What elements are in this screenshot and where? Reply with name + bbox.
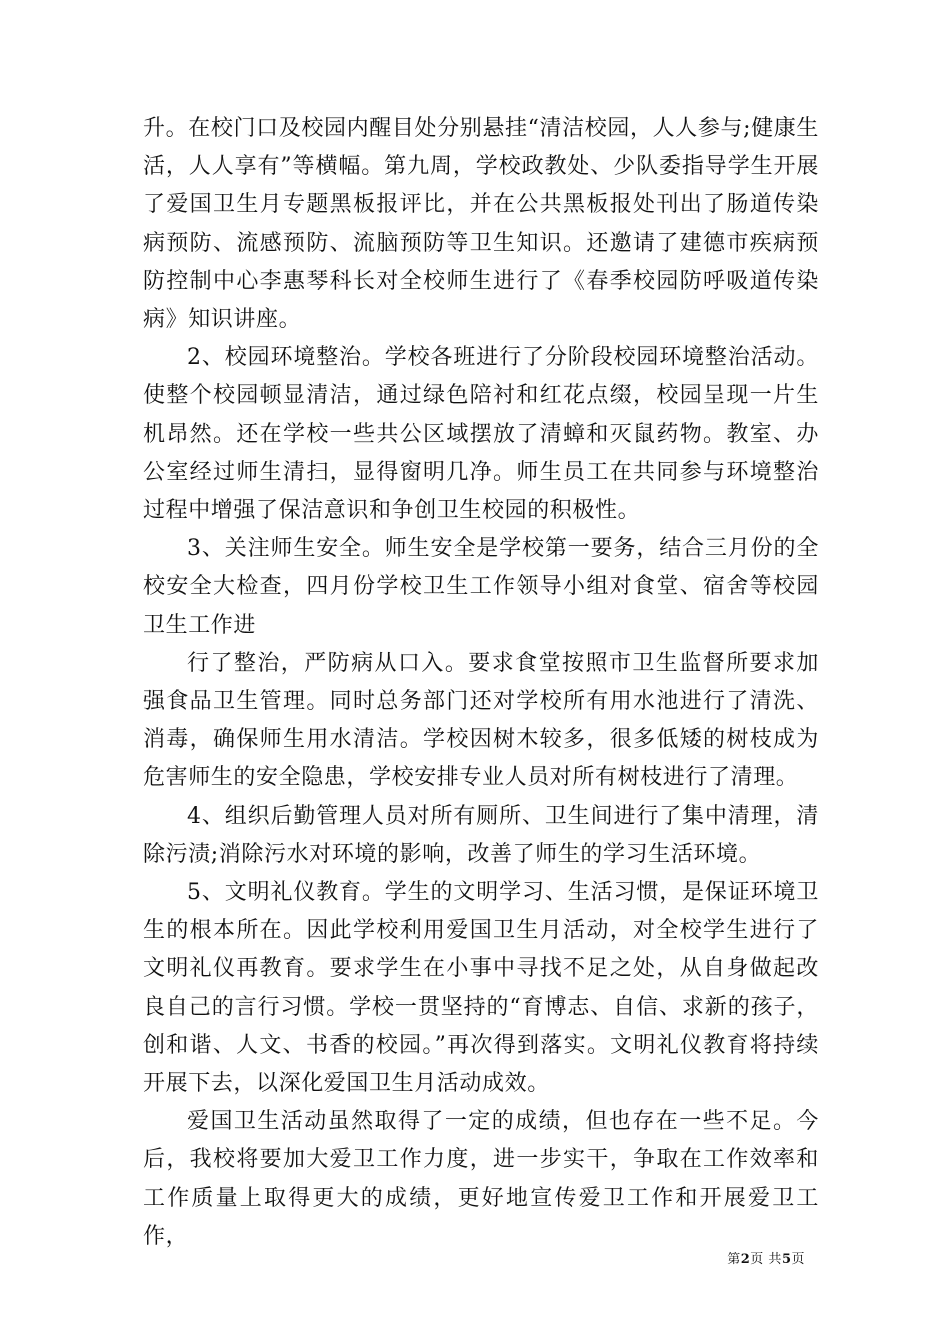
document-body [143, 110, 819, 1256]
paragraph-safety-continued: 行了整治，严防病从口入。要求食堂按照市卫生监督所要求加强食品卫生管理。同时总务部门还对学校所有用水池进行了清洗、消毒，确保师生用水清洁。学校因树木较多，很多低矮的树枝成为危害师生的安全隐患，学校安排专业人员对所有树枝进行了清理。 [143, 650, 819, 791]
page-number-footer [727, 1248, 805, 1267]
paragraph-etiquette: 5、文明礼仪教育。学生的文明学习、生活习惯，是保证环境卫生的根本所在。因此学校利用爱国卫生月活动，对全校学生进行了文明礼仪再教育。要求学生在小事中寻找不足之处，从自身做起改良自己的言行习惯。学校一贯坚持的“育博志、自信、求新的孩子，创和谐、人文、书香的校园。”再次得到落实。文明礼仪教育将持续开展下去，以深化爱国卫生月活动成效。 [143, 880, 819, 1097]
paragraph-campus-environment: 2、校园环境整治。学校各班进行了分阶段校园环境整治活动。使整个校园顿显清洁，通过绿色陪衬和红花点缀，校园呈现一片生机昂然。还在学校一些共公区域摆放了清蟑和灭鼠药物。教室、办公室经过师生清扫，显得窗明几净。师生员工在共同参与环境整治过程中增强了保洁意识和争创卫生校园的积极性。 [143, 345, 819, 524]
footer-suffix: 页 [791, 1252, 805, 1267]
paragraph-safety: 3、关注师生安全。师生安全是学校第一要务，结合三月份的全校安全大检查，四月份学校卫生工作领导小组对食堂、宿舍等校园卫生工作进 [143, 536, 819, 638]
paragraph-continuation: 升。在校门口及校园内醒目处分别悬挂“清洁校园，人人参与;健康生活，人人享有”等横幅。第九周，学校政教处、少队委指导学生开展了爱国卫生月专题黑板报评比，并在公共黑板报处刊出了肠道传染病预防、流感预防、流脑预防等卫生知识。还邀请了建德市疾病预防控制中心李惠琴科长对全校师生进行了《春季校园防呼吸道传染病》知识讲座。 [143, 116, 819, 333]
total-page-number: 5 [781, 1252, 792, 1267]
footer-prefix: 第 [727, 1252, 741, 1267]
current-page-number: 2 [740, 1252, 751, 1267]
paragraph-conclusion: 爱国卫生活动虽然取得了一定的成绩，但也存在一些不足。今后，我校将要加大爱卫工作力度，进一步实干，争取在工作效率和工作质量上取得更大的成绩，更好地宣传爱卫工作和开展爱卫工作， [143, 1109, 819, 1249]
footer-middle: 页 共 [750, 1252, 782, 1267]
paragraph-toilet-cleaning: 4、组织后勤管理人员对所有厕所、卫生间进行了集中清理，清除污渍;消除污水对环境的影响，改善了师生的学习生活环境。 [143, 803, 819, 867]
